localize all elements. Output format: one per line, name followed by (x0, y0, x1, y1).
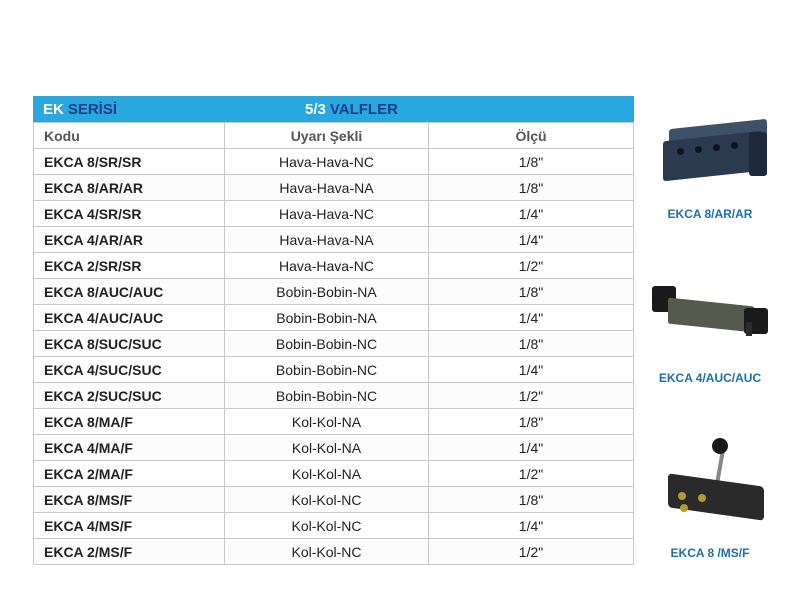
row-code: EKCA 8/SR/SR (34, 149, 225, 175)
table-row (34, 149, 634, 175)
table-row (34, 253, 634, 279)
row-actuation: Hava-Hava-NC (225, 149, 429, 175)
valve-type-prefix: 5/3 (305, 101, 326, 118)
product-image-lever-valve (660, 436, 772, 528)
row-actuation: Hava-Hava-NA (225, 175, 429, 201)
table-row (34, 305, 634, 331)
row-size: 1/8" (429, 409, 634, 435)
table-row (34, 435, 634, 461)
row-actuation: Kol-Kol-NC (225, 513, 429, 539)
table-row (34, 175, 634, 201)
table-row (34, 513, 634, 539)
table-body (34, 149, 634, 565)
row-actuation: Bobin-Bobin-NC (225, 383, 429, 409)
row-code: EKCA 2/SR/SR (34, 253, 225, 279)
column-header-size: Ölçü (429, 123, 634, 149)
row-size: 1/2" (429, 461, 634, 487)
table-title-bar (33, 96, 634, 122)
product-label-2: EKCA 4/AUC/AUC (658, 371, 762, 385)
valve-spec-table (33, 122, 634, 565)
series-prefix: EK (43, 101, 64, 118)
table-row (34, 279, 634, 305)
valve-type-title (305, 101, 398, 118)
table-row (34, 331, 634, 357)
row-size: 1/2" (429, 253, 634, 279)
row-code: EKCA 2/MA/F (34, 461, 225, 487)
table-row (34, 487, 634, 513)
row-code: EKCA 4/SUC/SUC (34, 357, 225, 383)
row-actuation: Bobin-Bobin-NC (225, 331, 429, 357)
row-code: EKCA 4/MA/F (34, 435, 225, 461)
row-code: EKCA 2/MS/F (34, 539, 225, 565)
row-code: EKCA 4/SR/SR (34, 201, 225, 227)
row-size: 1/8" (429, 331, 634, 357)
table-row (34, 461, 634, 487)
row-code: EKCA 8/AR/AR (34, 175, 225, 201)
row-size: 1/4" (429, 305, 634, 331)
series-title (43, 101, 117, 118)
row-actuation: Kol-Kol-NA (225, 435, 429, 461)
row-code: EKCA 8/MS/F (34, 487, 225, 513)
product-image-solenoid-valve (650, 280, 772, 350)
row-actuation: Kol-Kol-NC (225, 487, 429, 513)
row-code: EKCA 4/AR/AR (34, 227, 225, 253)
valve-type-label: VALFLER (329, 101, 398, 118)
row-code: EKCA 8/MA/F (34, 409, 225, 435)
series-label: SERİSİ (67, 101, 118, 118)
table-row (34, 383, 634, 409)
row-size: 1/8" (429, 149, 634, 175)
row-size: 1/8" (429, 487, 634, 513)
row-actuation: Bobin-Bobin-NC (225, 357, 429, 383)
table-row (34, 539, 634, 565)
row-code: EKCA 2/SUC/SUC (34, 383, 225, 409)
product-label-1: EKCA 8/AR/AR (667, 207, 753, 221)
row-actuation: Bobin-Bobin-NA (225, 305, 429, 331)
valve-table (33, 96, 634, 565)
table-row (34, 409, 634, 435)
table-row (34, 227, 634, 253)
row-size: 1/4" (429, 201, 634, 227)
row-size: 1/4" (429, 513, 634, 539)
row-code: EKCA 4/MS/F (34, 513, 225, 539)
row-size: 1/2" (429, 383, 634, 409)
row-actuation: Hava-Hava-NC (225, 201, 429, 227)
row-size: 1/2" (429, 539, 634, 565)
row-code: EKCA 8/SUC/SUC (34, 331, 225, 357)
row-size: 1/8" (429, 175, 634, 201)
row-actuation: Kol-Kol-NA (225, 409, 429, 435)
row-code: EKCA 4/AUC/AUC (34, 305, 225, 331)
row-size: 1/4" (429, 227, 634, 253)
row-actuation: Kol-Kol-NC (225, 539, 429, 565)
column-header-code: Kodu (34, 123, 225, 149)
row-size: 1/4" (429, 435, 634, 461)
product-image-block-valve (655, 118, 773, 188)
product-label-3: EKCA 8 /MS/F (670, 546, 750, 560)
row-actuation: Hava-Hava-NC (225, 253, 429, 279)
row-actuation: Bobin-Bobin-NA (225, 279, 429, 305)
column-header-actuation: Uyarı Şekli (225, 123, 429, 149)
row-size: 1/4" (429, 357, 634, 383)
row-size: 1/8" (429, 279, 634, 305)
row-code: EKCA 8/AUC/AUC (34, 279, 225, 305)
row-actuation: Kol-Kol-NA (225, 461, 429, 487)
table-row (34, 201, 634, 227)
table-row (34, 357, 634, 383)
row-actuation: Hava-Hava-NA (225, 227, 429, 253)
table-header-row (34, 123, 634, 149)
